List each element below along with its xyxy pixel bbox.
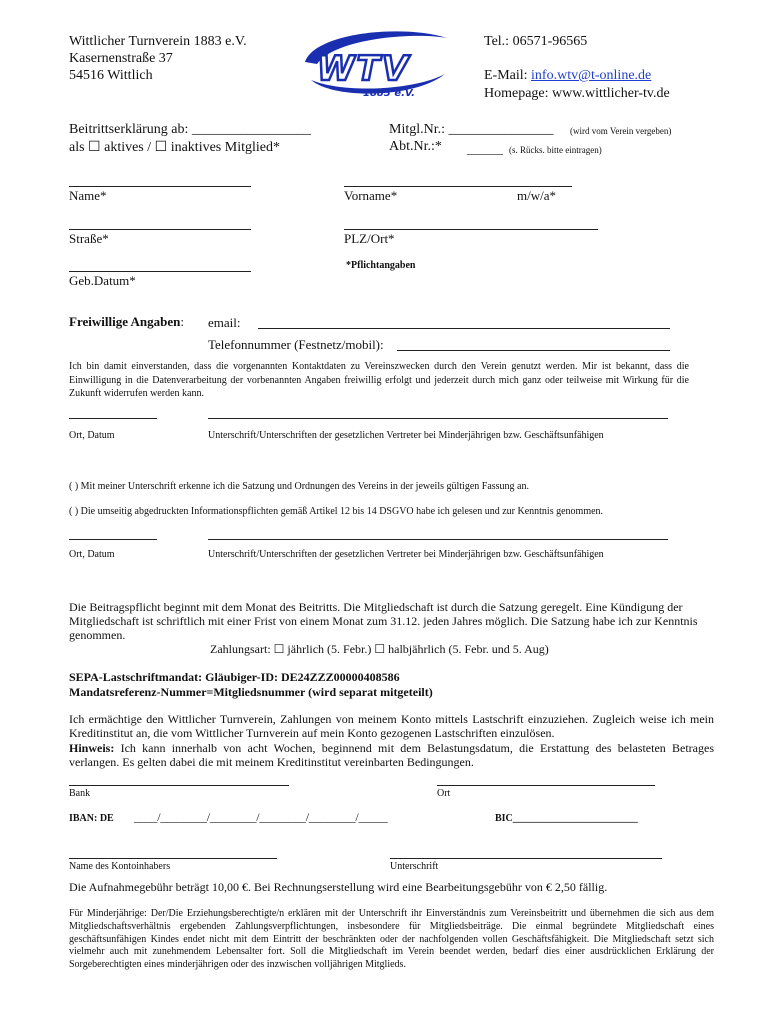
logo-letters: WTV [317,49,411,89]
club-name: Wittlicher Turnverein 1883 e.V. [69,34,247,49]
sepa-hinweis [69,741,714,769]
consent-text: Ich bin damit einverstanden, dass die vorgenannten Kontaktdaten zu Vereinszwecken durch den Verein genutzt werden. Mir ist bekannt, dass die Einwilligung in die Datenverarbeitung der vorbenannten Angaben freiwillig erfolgt und jederzeit durch mich ganz oder teilweise mit Wirkung für die Zukunft widerrufen werden kann. [69,361,689,399]
fees-text: Die Beitragspflicht beginnt mit dem Monat des Beitritts. Die Mitgliedschaft ist durch die Satzung geregelt. Eine Kündigung der Mitgliedschaft ist schriftlich mit einer Frist von einem Monat zum 31.12. jeden Jahres möglich. Die Satzung habe ich zur Kenntnis genommen. [69,600,698,642]
consent-signature-label: Unterschrift/Unterschriften der gesetzlichen Vertreter bei Minderjährigen bzw. Geschäftsunfähigen [208,430,604,441]
geb-datum-label: Geb.Datum* [69,273,136,288]
bank-label: Bank [69,788,91,799]
iban-label: IBAN: DE [69,813,114,824]
club-email [484,68,651,84]
optional-title-colon: : [180,314,184,329]
consent-signature-line[interactable] [208,418,668,419]
statements-ort-label: Ort, Datum [69,549,115,560]
mitgl-nr-note: (wird vom Verein vergeben) [570,126,672,136]
kontoinhaber-line[interactable] [69,858,277,859]
optional-title [69,314,184,330]
abt-nr-field[interactable]: ______ [467,142,503,156]
abt-nr-label: Abt.Nr.:* [389,139,442,154]
optional-email-label: email: [208,315,241,330]
bank-line[interactable] [69,785,289,786]
consent-ort-line[interactable] [69,418,157,419]
club-phone: Tel.: 06571-96565 [484,34,588,49]
kontoinhaber-label: Name des Kontoinhabers [69,861,171,872]
vorname-line[interactable] [344,186,572,187]
statements-signature-line[interactable] [208,539,668,540]
optional-phone-label: Telefonnummer (Festnetz/mobil): [208,337,384,352]
bic-field[interactable]: BIC_________________________ [495,813,638,824]
statements-signature-label: Unterschrift/Unterschriften der gesetzlichen Vertreter bei Minderjährigen bzw. Geschäftsunfähigen [208,549,604,560]
sepa-signature-line[interactable] [390,858,662,859]
statements-ort-line[interactable] [69,539,157,540]
club-city: 54516 Wittlich [69,68,153,83]
wtv-logo [295,24,455,104]
plz-ort-label: PLZ/Ort* [344,231,395,246]
iban-field[interactable]: ____/________/________/________/________/_____ [134,810,388,824]
club-street: Kasernenstraße 37 [69,51,173,66]
sepa-signature-label: Unterschrift [390,861,439,872]
name-line[interactable] [69,186,251,187]
beitritt-date-field[interactable]: Beitrittserklärung ab: _________________ [69,122,311,137]
member-type-checkboxes[interactable]: als ☐ aktives / ☐ inaktives Mitglied* [69,140,280,155]
logo-year: 1883 e.V. [363,88,415,99]
email-label: E-Mail: [484,68,532,83]
gender-label: m/w/a* [517,188,556,203]
vorname-label: Vorname* [344,188,398,203]
name-label: Name* [69,188,107,203]
hinweis-text: Ich kann innerhalb von acht Wochen, beginnend mit dem Belastungsdatum, die Erstattung des belasteten Betrages verlangen. Es gelten dabei die mit meinem Kreditinstitut vereinbarten Bedingungen. [69,741,714,769]
hinweis-label: Hinweis: [69,741,115,755]
minors-text: Für Minderjährige: Der/Die Erziehungsberechtigte/n erklären mit der Unterschrift ihr Einverständnis zum Vereinsbeitritt und übernehmen die sich aus dem Mitgliedschaftsverhältnis ergebenden Zahlungsverpflichtungen, insbesondere für Mitgliedsbeiträge. Die einmal begründete Mitgliedschaft eines geschäftsunfähigen Kindes endet nicht mit dem Eintritt der beschränkten oder der nachfolgenden vollen Geschäftsfähigkeit. Die Mitgliedschaft setzt sich vielmehr auch mit zunehmendem Lebensalter fort. Soll die Mitgliedschaft im Verein beendet werden, bedarf dies einer ausdrücklichen Erklärung der Sorgeberechtigten eines minderjährigen oder des inzwischen volljährigen Mitglieds. [69,908,714,971]
sepa-line1: SEPA-Lastschriftmandat: Gläubiger-ID: DE24ZZZ00000408586 [69,670,400,684]
bank-ort-line[interactable] [437,785,655,786]
sepa-line2: Mandatsreferenz-Nummer=Mitgliedsnummer (wird separat mitgeteilt) [69,685,433,699]
sepa-text: Ich ermächtige den Wittlicher Turnverein, Zahlungen von meinem Konto mittels Lastschrift einzuziehen. Zugleich weise ich mein Kreditinstitut an, die vom Wittlicher Turnverein auf mein Konto gezogenen Lastschriften einzulösen. [69,712,714,740]
abt-nr-note: (s. Rücks. bitte eintragen) [509,145,602,155]
satzung-checkbox[interactable]: ( ) Mit meiner Unterschrift erkenne ich die Satzung und Ordnungen des Vereins in der jeweils gültigen Fassung an. [69,481,529,492]
geb-datum-line[interactable] [69,271,251,272]
club-homepage: Homepage: www.wittlicher-tv.de [484,86,670,101]
aufnahme-text: Die Aufnahmegebühr beträgt 10,00 €. Bei Rechnungserstellung wird eine Bearbeitungsgebühr von € 2,50 fällig. [69,880,608,894]
pflicht-note: *Pflichtangaben [346,260,416,271]
optional-phone-line[interactable] [397,350,670,351]
dsgvo-checkbox[interactable]: ( ) Die umseitig abgedruckten Informationspflichten gemäß Artikel 12 bis 14 DSGVO habe ich gelesen und zur Kenntnis genommen. [69,506,604,517]
plz-ort-line[interactable] [344,229,598,230]
email-link[interactable]: info.wtv@t-online.de [531,68,652,83]
mitgl-nr-field[interactable]: Mitgl.Nr.: _______________ [389,122,554,137]
consent-ort-label: Ort, Datum [69,430,115,441]
optional-email-line[interactable] [258,328,670,329]
strasse-line[interactable] [69,229,251,230]
optional-title-text: Freiwillige Angaben [69,314,181,329]
strasse-label: Straße* [69,231,109,246]
zahlungsart-options[interactable]: Zahlungsart: ☐ jährlich (5. Febr.) ☐ halbjährlich (5. Febr. und 5. Aug) [210,642,549,656]
bank-ort-label: Ort [437,788,451,799]
